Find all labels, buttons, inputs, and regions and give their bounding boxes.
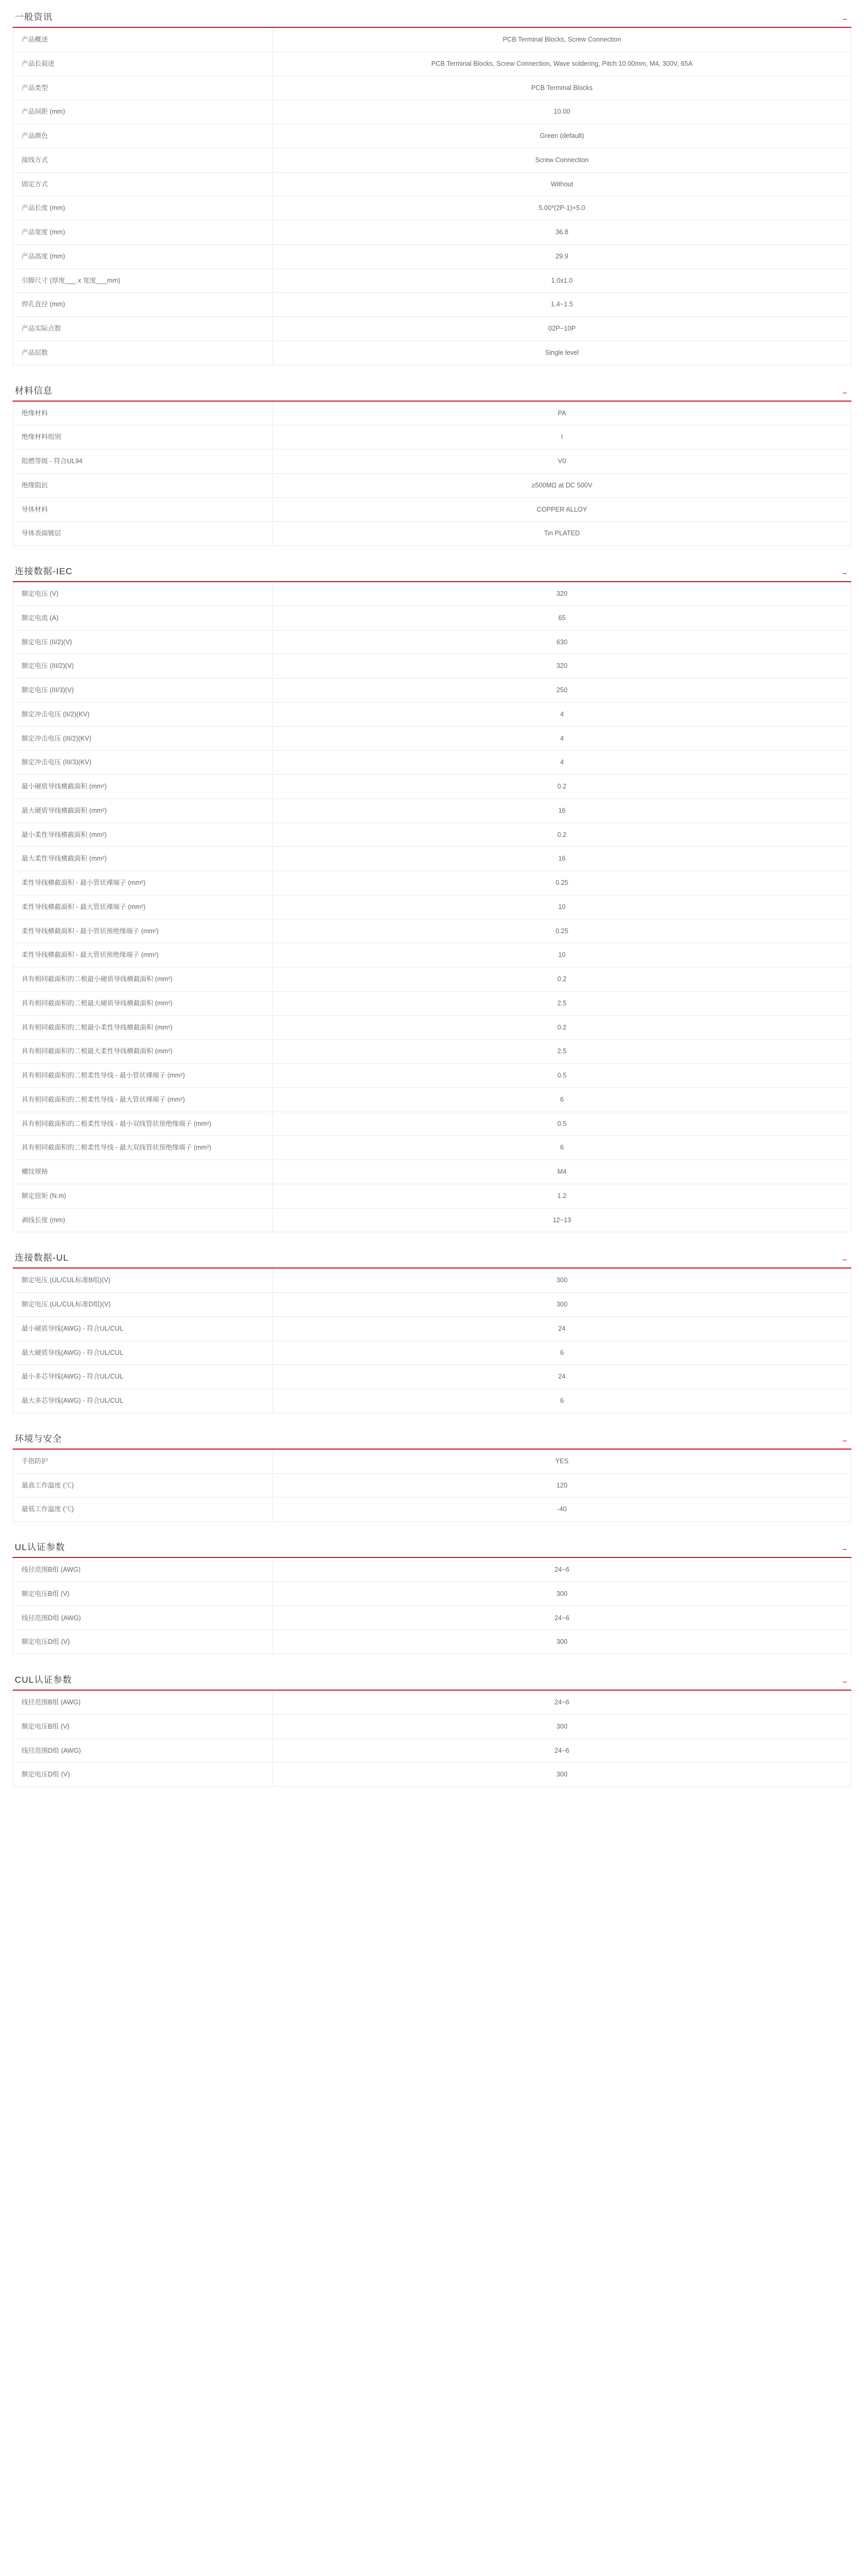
spec-label: 固定方式 <box>13 172 273 196</box>
table-row <box>13 1450 851 1473</box>
spec-value: 0.5 <box>273 1112 851 1136</box>
spec-value: 02P~10P <box>273 317 851 341</box>
spec-label: 产品类型 <box>13 76 273 100</box>
spec-label: 额定电压 (UL/CUL标准B组)(V) <box>13 1269 273 1292</box>
spec-value: 0.2 <box>273 775 851 799</box>
section-header-general-info[interactable] <box>13 6 851 28</box>
table-row <box>13 630 851 654</box>
spec-label: 具有相同截面积的二根柔性导线 - 最小管状裸端子 (mm²) <box>13 1064 273 1088</box>
spec-value: V0 <box>273 450 851 474</box>
spec-label: 额定电压 (III/3)(V) <box>13 678 273 703</box>
spec-value: 6 <box>273 1341 851 1365</box>
spec-value: 320 <box>273 654 851 678</box>
spec-label: 产品长叙述 <box>13 52 273 76</box>
spec-label: 额定电压D组 (V) <box>13 1630 273 1654</box>
spec-value: 29.9 <box>273 244 851 268</box>
spec-label: 最小多芯导线(AWG) - 符合UL/CUL <box>13 1365 273 1389</box>
spec-value: 630 <box>273 630 851 654</box>
collapse-minus-icon[interactable]: − <box>842 1545 847 1554</box>
table-row <box>13 268 851 293</box>
spec-value: 24~6 <box>273 1606 851 1630</box>
spec-label: 产品间距 (mm) <box>13 100 273 124</box>
table-row <box>13 221 851 245</box>
table-row <box>13 1015 851 1040</box>
collapse-minus-icon[interactable]: − <box>842 570 847 578</box>
spec-value: 300 <box>273 1763 851 1787</box>
table-row <box>13 1208 851 1232</box>
spec-label: 最大硬质导线横截面积 (mm²) <box>13 798 273 823</box>
spec-value: Single level <box>273 341 851 365</box>
table-row <box>13 1040 851 1064</box>
table-row <box>13 967 851 992</box>
spec-value: 24~6 <box>273 1739 851 1763</box>
spec-value: 300 <box>273 1293 851 1317</box>
table-row <box>13 293 851 317</box>
spec-value: M4 <box>273 1160 851 1184</box>
spec-label: 柔性导线横截面积 - 最大管状裸端子 (mm²) <box>13 895 273 919</box>
spec-value: 16 <box>273 847 851 871</box>
spec-label: 额定电压 (UL/CUL标准D组)(V) <box>13 1293 273 1317</box>
spec-value: 6 <box>273 1136 851 1160</box>
table-row <box>13 497 851 522</box>
spec-value: 300 <box>273 1582 851 1606</box>
spec-value: PA <box>273 402 851 425</box>
spec-value: 16 <box>273 798 851 823</box>
table-row <box>13 341 851 365</box>
section-connection-data-iec <box>0 561 864 1232</box>
section-title: 连接数据-IEC <box>15 566 73 576</box>
spec-table-connection-data-ul <box>13 1269 851 1413</box>
spec-value: 0.2 <box>273 823 851 847</box>
spec-value: 10 <box>273 895 851 919</box>
spec-label: 额定冲击电压 (III/3)(KV) <box>13 751 273 775</box>
spec-label: 额定电压D组 (V) <box>13 1763 273 1787</box>
table-row <box>13 1691 851 1714</box>
table-row <box>13 654 851 678</box>
section-title: UL认证参数 <box>15 1542 65 1552</box>
spec-value: 5.00*(2P-1)+5.0 <box>273 196 851 221</box>
table-row <box>13 1389 851 1413</box>
spec-label: 产品高度 (mm) <box>13 244 273 268</box>
table-row <box>13 425 851 450</box>
collapse-minus-icon[interactable]: − <box>842 388 847 398</box>
spec-label: 具有相同截面积的二根最大硬质导线横截面积 (mm²) <box>13 991 273 1015</box>
spec-label: 最大柔性导线横截面积 (mm²) <box>13 847 273 871</box>
spec-label: 具有相同截面积的二根柔性导线 - 最大管状裸端子 (mm²) <box>13 1087 273 1112</box>
collapse-minus-icon[interactable]: − <box>842 1436 847 1446</box>
table-row <box>13 1365 851 1389</box>
table-row <box>13 1763 851 1787</box>
spec-table-cul-certification <box>13 1691 851 1787</box>
table-row <box>13 871 851 895</box>
section-title: CUL认证参数 <box>15 1675 73 1685</box>
spec-label: 产品概述 <box>13 28 273 52</box>
spec-value: 250 <box>273 678 851 703</box>
table-row <box>13 606 851 630</box>
spec-value: 0.2 <box>273 1015 851 1040</box>
spec-value: PCB Terminal Blocks, Screw Connection <box>273 28 851 52</box>
section-title: 连接数据-UL <box>15 1253 69 1263</box>
spec-table-general-info <box>13 28 851 365</box>
table-row <box>13 726 851 751</box>
collapse-minus-icon[interactable]: − <box>842 1256 847 1265</box>
spec-label: 线径范围B组 (AWG) <box>13 1558 273 1582</box>
spec-value: ≥500MΩ at DC 500V <box>273 473 851 497</box>
table-row <box>13 798 851 823</box>
spec-value: Screw Connection <box>273 148 851 172</box>
spec-value: 1.4~1.5 <box>273 293 851 317</box>
spec-label: 焊孔直径 (mm) <box>13 293 273 317</box>
spec-value: 120 <box>273 1473 851 1497</box>
spec-label: 最高工作温度 (℃) <box>13 1473 273 1497</box>
spec-label: 导体表面镀层 <box>13 522 273 546</box>
spec-label: 额定电压 (II/2)(V) <box>13 630 273 654</box>
spec-table-material-info <box>13 402 851 546</box>
collapse-minus-icon[interactable]: − <box>842 1678 847 1687</box>
spec-label: 手指防护 <box>13 1450 273 1473</box>
spec-value: 24~6 <box>273 1558 851 1582</box>
spec-label: 绝缘阻抗 <box>13 473 273 497</box>
spec-value: 300 <box>273 1630 851 1654</box>
table-row <box>13 450 851 474</box>
table-row <box>13 702 851 726</box>
spec-label: 柔性导线横截面积 - 最大管状预绝缘端子 (mm²) <box>13 943 273 967</box>
table-row <box>13 28 851 52</box>
spec-value: 300 <box>273 1269 851 1292</box>
table-row <box>13 1497 851 1522</box>
section-header-connection-data-iec[interactable] <box>13 561 851 582</box>
spec-value: 24 <box>273 1316 851 1341</box>
spec-value: 36.8 <box>273 221 851 245</box>
spec-label: 导体材料 <box>13 497 273 522</box>
table-row <box>13 1293 851 1317</box>
spec-label: 产品层数 <box>13 341 273 365</box>
spec-label: 接线方式 <box>13 148 273 172</box>
spec-value: PCB Terminal Blocks, Screw Connection, Wave soldering, Pitch:10.00mm, M4, 300V, 65A <box>273 52 851 76</box>
spec-label: 最大多芯导线(AWG) - 符合UL/CUL <box>13 1389 273 1413</box>
spec-value: 0.25 <box>273 871 851 895</box>
table-row <box>13 76 851 100</box>
spec-label: 额定电流 (A) <box>13 606 273 630</box>
spec-label: 线径范围D组 (AWG) <box>13 1739 273 1763</box>
table-row <box>13 473 851 497</box>
spec-label: 最大硬质导线(AWG) - 符合UL/CUL <box>13 1341 273 1365</box>
section-title: 环境与安全 <box>15 1433 62 1444</box>
table-row <box>13 244 851 268</box>
spec-label: 绝缘材料 <box>13 402 273 425</box>
table-row <box>13 1316 851 1341</box>
table-row <box>13 1473 851 1497</box>
section-general-info <box>0 6 864 365</box>
table-row <box>13 1558 851 1582</box>
spec-value: PCB Terminal Blocks <box>273 76 851 100</box>
table-row <box>13 1582 851 1606</box>
spec-label: 螺纹规格 <box>13 1160 273 1184</box>
spec-label: 线径范围D组 (AWG) <box>13 1606 273 1630</box>
spec-value: 6 <box>273 1087 851 1112</box>
collapse-minus-icon[interactable]: − <box>842 15 847 24</box>
table-row <box>13 1136 851 1160</box>
section-material-info <box>0 380 864 546</box>
table-row <box>13 895 851 919</box>
spec-label: 最小硬质导线横截面积 (mm²) <box>13 775 273 799</box>
spec-label: 具有相同截面积的二根最大柔性导线横截面积 (mm²) <box>13 1040 273 1064</box>
spec-label: 最小硬质导线(AWG) - 符合UL/CUL <box>13 1316 273 1341</box>
spec-label: 线径范围B组 (AWG) <box>13 1691 273 1714</box>
table-row <box>13 402 851 425</box>
table-row <box>13 775 851 799</box>
spec-label: 引脚尺寸 (厚度___ x 宽度___mm) <box>13 268 273 293</box>
spec-label: 绝缘材料组别 <box>13 425 273 450</box>
spec-value: 300 <box>273 1714 851 1739</box>
spec-label: 额定电压B组 (V) <box>13 1582 273 1606</box>
table-row <box>13 847 851 871</box>
spec-value: -40 <box>273 1497 851 1522</box>
section-header-connection-data-ul[interactable] <box>13 1247 851 1269</box>
spec-value: 0.2 <box>273 967 851 992</box>
spec-label: 额定电压B组 (V) <box>13 1714 273 1739</box>
section-environment-safety <box>0 1428 864 1522</box>
spec-value: 1.0x1.0 <box>273 268 851 293</box>
table-row <box>13 751 851 775</box>
table-row <box>13 1087 851 1112</box>
table-row <box>13 172 851 196</box>
spec-value: COPPER ALLOY <box>273 497 851 522</box>
table-row <box>13 1269 851 1292</box>
spec-label: 最小柔性导线横截面积 (mm²) <box>13 823 273 847</box>
table-row <box>13 1606 851 1630</box>
spec-value: Tin PLATED <box>273 522 851 546</box>
section-header-environment-safety[interactable] <box>13 1428 851 1450</box>
spec-value: 2.5 <box>273 1040 851 1064</box>
section-ul-certification <box>0 1536 864 1654</box>
spec-value: Green (default) <box>273 124 851 148</box>
table-row <box>13 943 851 967</box>
spec-value: 24 <box>273 1365 851 1389</box>
spec-value: Without <box>273 172 851 196</box>
spec-label: 额定扭矩 (N.m) <box>13 1184 273 1208</box>
spec-value: 12~13 <box>273 1208 851 1232</box>
table-row <box>13 919 851 943</box>
spec-label: 产品颜色 <box>13 124 273 148</box>
spec-table-ul-certification <box>13 1558 851 1654</box>
spec-value: YES <box>273 1450 851 1473</box>
spec-sections <box>0 6 864 1787</box>
spec-label: 具有相同截面积的二根最小柔性导线横截面积 (mm²) <box>13 1015 273 1040</box>
spec-value: 6 <box>273 1389 851 1413</box>
table-row <box>13 1160 851 1184</box>
table-row <box>13 196 851 221</box>
spec-value: 2.5 <box>273 991 851 1015</box>
table-row <box>13 582 851 606</box>
spec-value: 4 <box>273 702 851 726</box>
spec-label: 产品宽度 (mm) <box>13 221 273 245</box>
table-row <box>13 823 851 847</box>
spec-value: 0.25 <box>273 919 851 943</box>
spec-label: 具有相同截面积的二根最小硬质导线横截面积 (mm²) <box>13 967 273 992</box>
spec-value: 4 <box>273 726 851 751</box>
table-row <box>13 1341 851 1365</box>
spec-value: 4 <box>273 751 851 775</box>
spec-value: 0.5 <box>273 1064 851 1088</box>
table-row <box>13 124 851 148</box>
spec-label: 具有相同截面积的二根柔性导线 - 最大双线管状预绝缘端子 (mm²) <box>13 1136 273 1160</box>
table-row <box>13 1630 851 1654</box>
spec-value: 65 <box>273 606 851 630</box>
section-header-material-info[interactable] <box>13 380 851 402</box>
spec-value: 320 <box>273 582 851 606</box>
section-header-cul-certification[interactable] <box>13 1669 851 1691</box>
section-title: 一般资讯 <box>15 12 53 22</box>
spec-label: 阻燃等级 - 符合UL94 <box>13 450 273 474</box>
spec-label: 额定电压 (V) <box>13 582 273 606</box>
spec-label: 柔性导线横截面积 - 最小管状裸端子 (mm²) <box>13 871 273 895</box>
spec-value: 24~6 <box>273 1691 851 1714</box>
table-row <box>13 317 851 341</box>
table-row <box>13 148 851 172</box>
spec-label: 最低工作温度 (℃) <box>13 1497 273 1522</box>
spec-table-environment-safety <box>13 1450 851 1522</box>
spec-value: 1.2 <box>273 1184 851 1208</box>
section-cul-certification <box>0 1669 864 1787</box>
section-title: 材料信息 <box>15 385 53 396</box>
spec-label: 柔性导线横截面积 - 最小管状预绝缘端子 (mm²) <box>13 919 273 943</box>
spec-value: I <box>273 425 851 450</box>
spec-label: 具有相同截面积的二根柔性导线 - 最小双线管状预绝缘端子 (mm²) <box>13 1112 273 1136</box>
table-row <box>13 1184 851 1208</box>
spec-value: 10.00 <box>273 100 851 124</box>
section-connection-data-ul <box>0 1247 864 1413</box>
table-row <box>13 52 851 76</box>
table-row <box>13 1714 851 1739</box>
spec-label: 额定冲击电压 (III/2)(KV) <box>13 726 273 751</box>
table-row <box>13 100 851 124</box>
spec-label: 剥线长度 (mm) <box>13 1208 273 1232</box>
spec-label: 产品实际点数 <box>13 317 273 341</box>
spec-label: 额定冲击电压 (II/2)(KV) <box>13 702 273 726</box>
table-row <box>13 522 851 546</box>
spec-label: 额定电压 (III/2)(V) <box>13 654 273 678</box>
section-header-ul-certification[interactable] <box>13 1536 851 1558</box>
spec-table-connection-data-iec <box>13 582 851 1232</box>
table-row <box>13 991 851 1015</box>
table-row <box>13 1739 851 1763</box>
spec-value: 10 <box>273 943 851 967</box>
table-row <box>13 678 851 703</box>
table-row <box>13 1112 851 1136</box>
table-row <box>13 1064 851 1088</box>
spec-label: 产品长度 (mm) <box>13 196 273 221</box>
